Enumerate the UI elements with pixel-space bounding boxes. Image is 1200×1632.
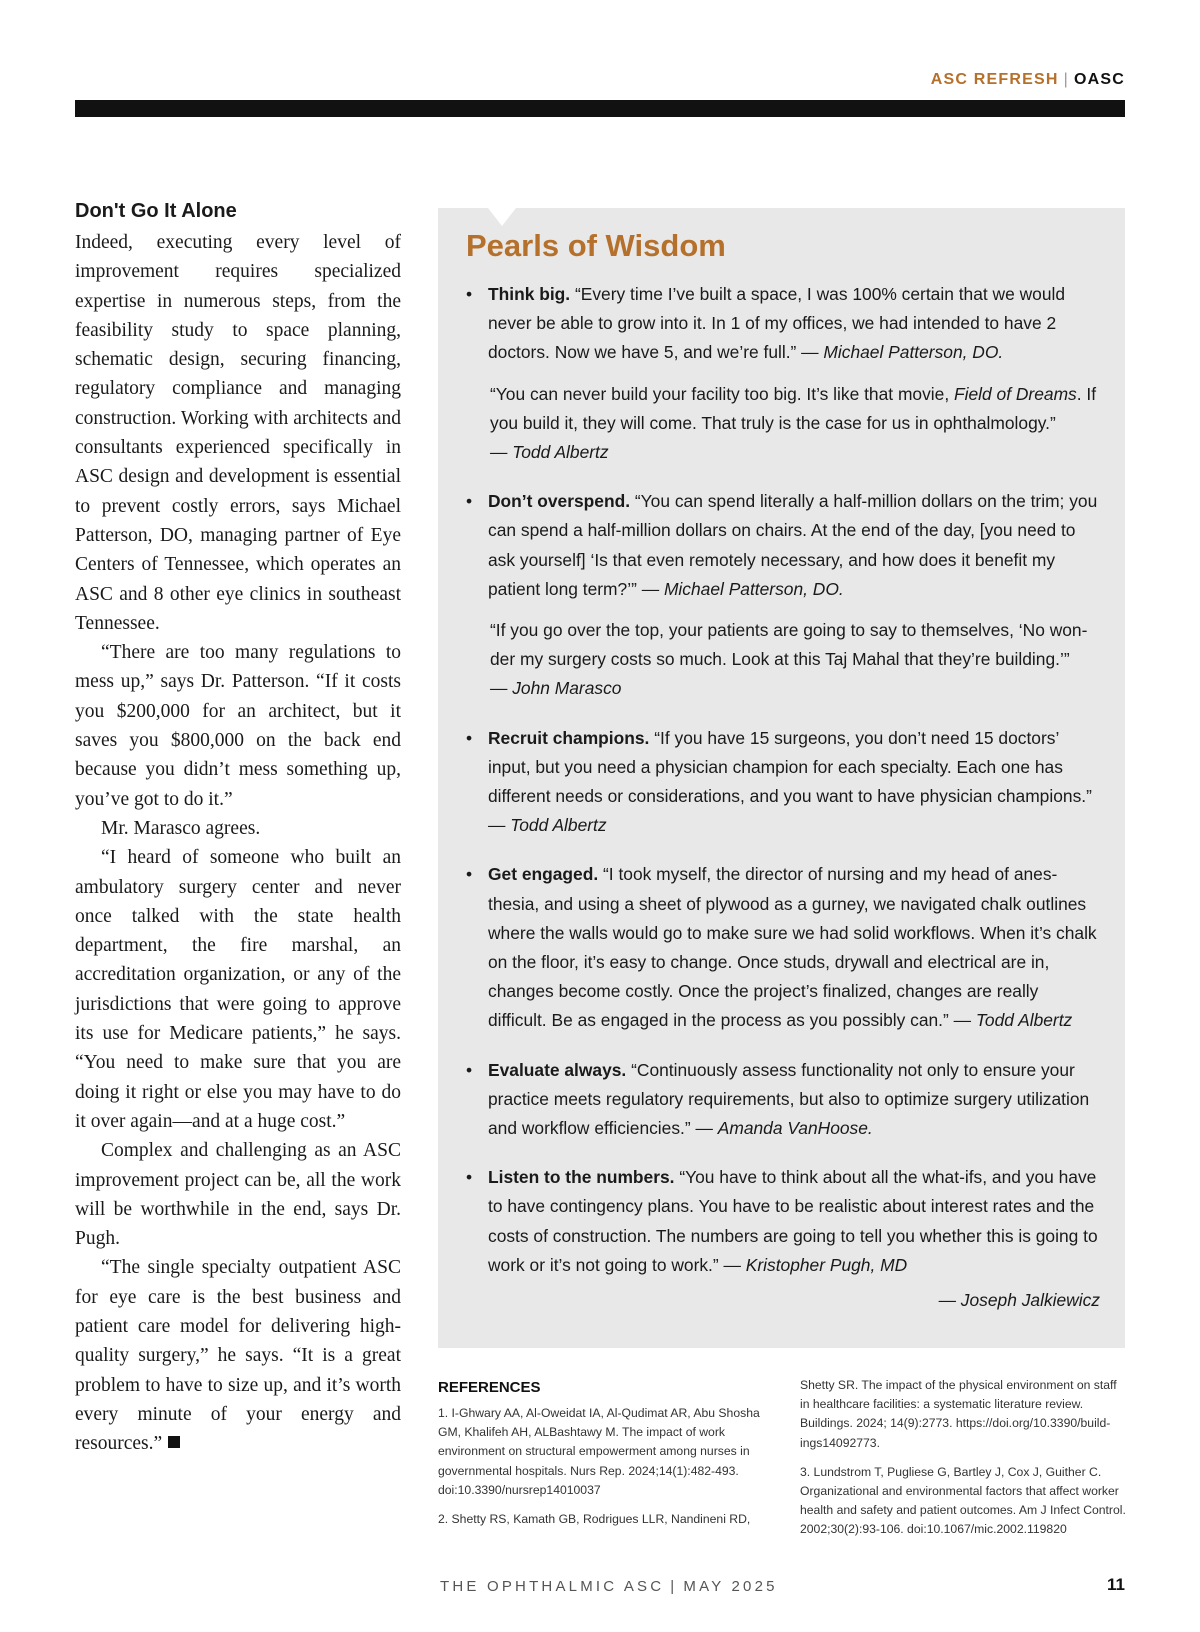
- pearl-extra-quote: [488, 380, 1101, 468]
- bullet-icon: •: [466, 284, 473, 304]
- reference-item: 2. Shetty RS, Kamath GB, Rodrigues LLR, Nandineni RD,: [438, 1512, 751, 1527]
- pearl-quote: “I took myself, the director of nursing and my head of anesthesia, and using a sheet of plywood as a gurney, we navigated chalk outlines where the walls would go to make sure we had solid workflows. When it’s chalk on the floor, it’s easy to change. Once studs, drywall and electrical are in, changes become costly. Once the project’s finalized, changes are really difficult. Be as engaged in the process as you possibly can.” —: [488, 864, 1097, 1031]
- end-mark-icon: [168, 1436, 180, 1448]
- article-paragraph-last: [75, 1253, 401, 1458]
- pearl-extra-quote: [488, 616, 1101, 704]
- pearl-lead: Think big.: [488, 284, 571, 304]
- pearl-extra-attribution: — John Marasco: [490, 678, 622, 699]
- reference-item: 3. Lundstrom T, Pugliese G, Bartley J, Cox J, Guither C. Organizational and environmental factors that affect worker health and safety and patient outcomes. Am J Infect Control. 2002;30(2):93-106. doi:10.1067/mic.2002.119820: [800, 1464, 1126, 1537]
- reference-item: Shetty SR. The impact of the physical environment on staff in healthcare facilities: a systematic literature review. Buildings. 2024; 14(9):2773. https://doi.org/10.3390/buildings14092773.: [800, 1378, 1117, 1450]
- bullet-icon: •: [466, 1059, 473, 1080]
- pearl-extra-attribution: — Todd Albertz: [490, 442, 609, 463]
- article-paragraph: “I heard of someone who built an ambulatory surgery center and never once talked with the state health department, the fire marshal, an accreditation organization, or any of the jurisdictions that were going to approve its use for Medicare patients,” he says. “You need to make sure that you are doing it right or else you may have to do it over again—and at a huge cost.”: [75, 847, 401, 1132]
- pearl-item: [466, 724, 1101, 841]
- pearl-lead: Listen to the numbers.: [488, 1167, 675, 1188]
- page-number: 11: [1107, 1575, 1125, 1594]
- bullet-icon: •: [466, 727, 473, 748]
- pearl-quote: “You can spend literally a half-million dollars on the trim; you can spend a half-million dollars on chairs. At the end of the day, [you need to ask yourself] ‘Is that even remotely necessary, and how does it benefit my patient long term?’” —: [488, 491, 1098, 599]
- sidebar-title: Pearls of Wisdom: [466, 228, 726, 263]
- pearl-extra-text: “If you go over the top, your patients are going to say to themselves, ‘No wonder my surgery costs so much. Look at this Taj Mahal that they’re building.’”: [490, 620, 1088, 670]
- pearl-item: [466, 1163, 1101, 1280]
- pearl-attribution: Michael Patterson, DO.: [663, 578, 844, 599]
- pearl-extra-text: . If you build it, they will come. That truly is the case for us in ophthalmology.”: [490, 383, 1097, 433]
- bullet-icon: •: [466, 491, 473, 512]
- footer-publication: [440, 1578, 778, 1595]
- pearl-attribution: Kristopher Pugh, MD: [745, 1254, 908, 1275]
- brand-label: OASC: [1073, 71, 1125, 88]
- references-column-2: [800, 1376, 1128, 1550]
- sidebar-notch-icon: [488, 208, 516, 226]
- pearl-attribution: Amanda VanHoose.: [717, 1118, 873, 1139]
- article-paragraph-text: “The single specialty outpatient ASC for eye care is the best business and patient care model for delivering high-quality surgery,” he says. “It is a great problem to have to size up, and it’s worth every minute of your energy and resources.”: [75, 1257, 401, 1455]
- footer-separator: |: [670, 1578, 678, 1595]
- pearl-attribution: Michael Patterson, DO.: [823, 342, 1004, 363]
- article-body: [75, 228, 401, 1458]
- pearl-quote: “You have to think about all the what-ifs, and you have to have contingency plans. You have to be realistic about interest rates and the costs of construction. The numbers are going to tell you whether this is going to work or it’s not going to work.” —: [488, 1167, 1098, 1275]
- pearls-list: [466, 280, 1101, 1300]
- pearl-quote: “Every time I’ve built a space, I was 100% certain that we would never be able to grow into it. In 1 of my offices, we had intended to have 2 doctors. Now we have 5, and we’re full.” —: [488, 284, 1066, 363]
- header-separator: |: [1063, 71, 1069, 88]
- pearl-lead: Recruit champions.: [488, 727, 650, 748]
- running-header: [931, 71, 1125, 89]
- article-paragraph: Indeed, executing every level of improvement requires specialized expertise in numerous steps, from the feasibility study to space planning, schematic design, securing financing, regulatory compliance and managing construction. Working with architects and consultants experienced specifically in ASC design and development is essential to prevent costly errors, says Michael Patterson, DO, managing partner of Eye Centers of Tennessee, which operates an ASC and 8 other eye clinics in southeast Tennessee.: [75, 232, 401, 634]
- bullet-icon: •: [466, 1167, 473, 1188]
- article-paragraph: Mr. Marasco agrees.: [101, 817, 261, 839]
- article-column: [75, 198, 401, 1458]
- pearl-item: [466, 1056, 1101, 1144]
- bullet-icon: •: [466, 864, 473, 885]
- pearl-attribution: Todd Albertz: [975, 1010, 1073, 1031]
- pearl-quote: “If you have 15 surgeons, you don’t need 15 doctors’ input, but you need a physician champion for each specialty. Each one has different needs or considerations, and you want to have physician champions.”: [488, 727, 1092, 807]
- pearl-item: [466, 280, 1101, 467]
- references-heading: REFERENCES: [438, 1379, 541, 1396]
- reference-item: 1. I-Ghwary AA, Al-Oweidat IA, Al-Qudimat AR, Abu Shosha GM, Khalifeh AH, ALBashtawy M. The impact of work environment on structural empowerment among nurses in governmental hospitals. Nurs Rep. 2024;14(1):482-493. doi:10.3390/nursrep14010037: [438, 1406, 760, 1497]
- article-heading: Don't Go It Alone: [75, 200, 237, 222]
- pearl-extra-text: “You can never build your facility too big. It’s like that movie,: [490, 383, 950, 404]
- pearl-attribution: — Todd Albertz: [488, 815, 607, 836]
- article-paragraph: “There are too many regulations to mess up,” says Dr. Patterson. “If it costs you $200,000 for an architect, but it saves you $800,000 on the back end because you didn’t mess something up, you’ve got to do it.”: [75, 642, 401, 810]
- sidebar-signoff: — Joseph Jalkiewicz: [938, 1290, 1100, 1310]
- pearl-lead: Don’t overspend.: [488, 491, 631, 512]
- references-column-1: [438, 1376, 766, 1539]
- pearl-item: [466, 487, 1101, 703]
- pearl-lead: Evaluate always.: [488, 1059, 627, 1080]
- pearl-quote: “Continuously assess functionality not only to ensure your practice meets regulatory requirements, but also to optimize surgery utilization and workflow efficiencies.” —: [488, 1059, 1090, 1139]
- section-label: ASC REFRESH: [930, 71, 1059, 88]
- pearl-lead: Get engaged.: [488, 864, 599, 885]
- header-rule: [75, 100, 1125, 117]
- issue-date: MAY 2025: [683, 1578, 778, 1595]
- publication-name: THE OPHTHALMIC ASC: [440, 1578, 665, 1595]
- pearl-extra-title: Field of Dreams: [954, 383, 1077, 404]
- article-paragraph: Complex and challenging as an ASC improvement project can be, all the work will be worthwhile in the end, says Dr. Pugh.: [75, 1140, 401, 1250]
- pearl-item: [466, 860, 1101, 1035]
